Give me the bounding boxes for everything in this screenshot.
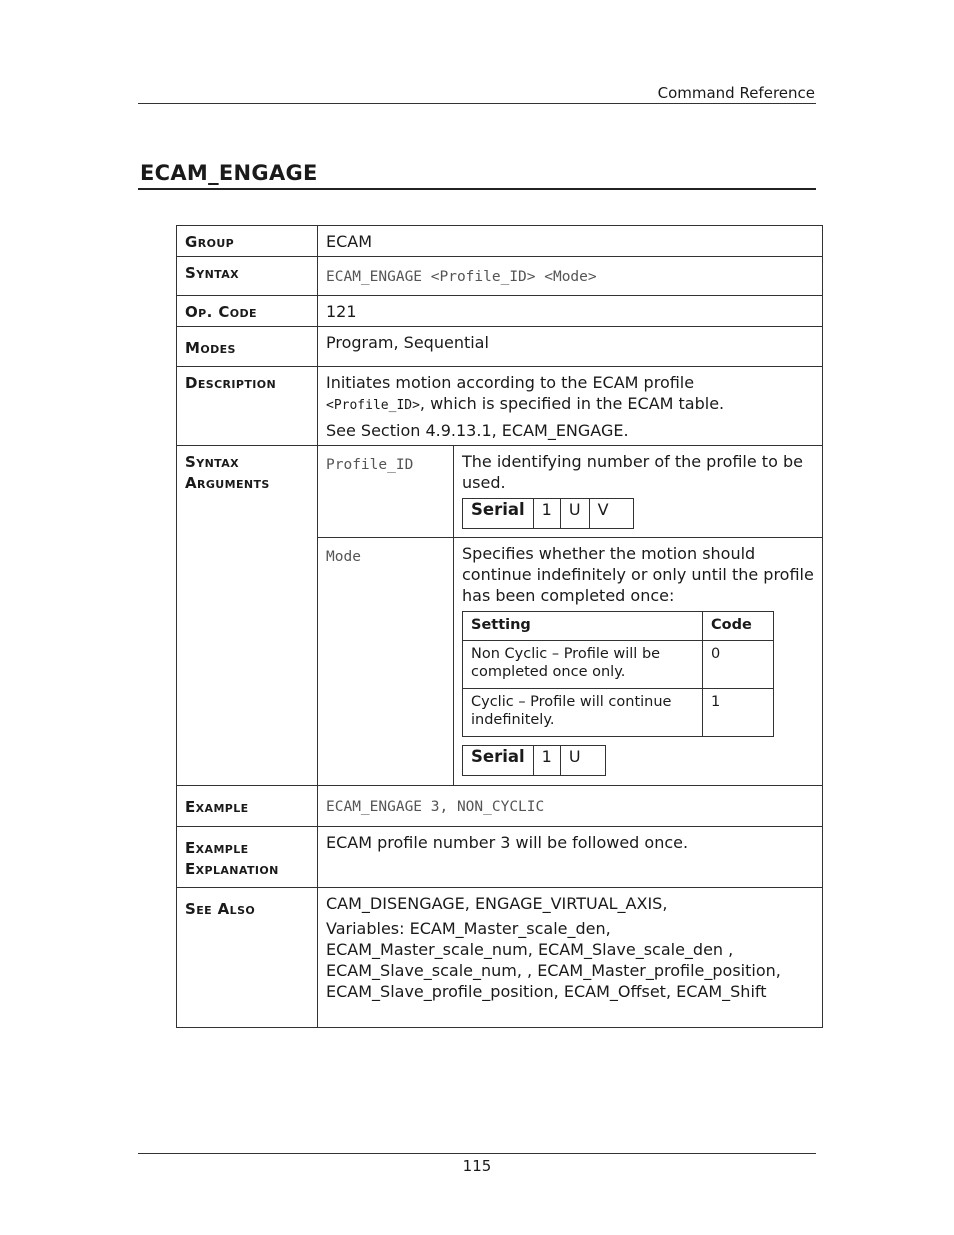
- command-table: [176, 225, 823, 1028]
- command-title: ECAM_ENGAGE: [140, 161, 318, 185]
- example-value: ECAM_ENGAGE 3, NON_CYCLIC: [326, 798, 545, 815]
- serial-cell: U: [560, 499, 589, 529]
- row-group: [177, 226, 823, 257]
- serial-table-profile-id: [462, 498, 634, 529]
- serial-cell: 1: [533, 499, 560, 529]
- modes-value: Program, Sequential: [326, 333, 489, 352]
- group-value: ECAM: [326, 232, 373, 251]
- see-also-label: See Also: [185, 899, 256, 918]
- serial-cell: V: [589, 499, 633, 529]
- argument-row-mode: [318, 538, 822, 785]
- code-header: Code: [703, 612, 774, 641]
- description-line1: Initiates motion according to the ECAM profile: [326, 373, 695, 392]
- page-number: 115: [462, 1157, 492, 1175]
- syntax-arguments-label-2: Arguments: [185, 474, 270, 492]
- setting-row: [463, 689, 774, 737]
- arg-profile-id-desc: The identifying number of the profile to be used.: [462, 452, 803, 492]
- description-code: <Profile_ID>: [326, 398, 420, 413]
- serial-label: Serial: [463, 499, 534, 529]
- example-explanation-value: ECAM profile number 3 will be followed once.: [326, 832, 689, 852]
- setting-header: Setting: [463, 612, 703, 641]
- arguments-table: [318, 446, 822, 785]
- group-label: Group: [185, 233, 235, 251]
- argument-row-profile-id: [318, 446, 822, 538]
- syntax-arguments-label-1: Syntax: [185, 453, 240, 471]
- syntax-label: Syntax: [185, 264, 240, 282]
- setting-cell: Cyclic – Profile will continue indefinitely.: [463, 689, 703, 737]
- serial-cell: 1: [533, 746, 560, 776]
- arg-profile-id-name: Profile_ID: [326, 457, 414, 473]
- modes-label: Modes: [185, 339, 236, 357]
- opcode-value: 121: [326, 302, 357, 321]
- row-opcode: [177, 296, 823, 327]
- row-syntax-arguments: [177, 446, 823, 786]
- setting-cell: Non Cyclic – Profile will be completed once only.: [463, 641, 703, 689]
- row-example-explanation: [177, 826, 823, 887]
- opcode-label: Op. Code: [185, 303, 257, 321]
- code-cell: 0: [703, 641, 774, 689]
- see-also-line1: CAM_DISENGAGE, ENGAGE_VIRTUAL_AXIS,: [326, 893, 668, 913]
- description-line2: [326, 393, 814, 416]
- setting-row: [463, 641, 774, 689]
- arg-mode-name: Mode: [326, 549, 361, 565]
- title-rule: [138, 188, 816, 190]
- running-header: Command Reference: [657, 84, 815, 102]
- example-explanation-label-2: Explanation: [185, 859, 279, 878]
- row-description: [177, 367, 823, 446]
- syntax-value: ECAM_ENGAGE <Profile_ID> <Mode>: [326, 269, 597, 285]
- serial-cell: U: [560, 746, 605, 776]
- description-label: Description: [185, 374, 277, 392]
- footer-rule: [138, 1153, 816, 1154]
- serial-label: Serial: [463, 746, 534, 776]
- row-see-also: [177, 887, 823, 1027]
- description-line3: See Section 4.9.13.1, ECAM_ENGAGE.: [326, 421, 629, 440]
- serial-table-mode: [462, 745, 606, 776]
- description-line2-text: , which is specified in the ECAM table.: [419, 394, 725, 413]
- setting-table: [462, 611, 774, 737]
- code-cell: 1: [703, 689, 774, 737]
- see-also-line2: Variables: ECAM_Master_scale_den, ECAM_Master_scale_num, ECAM_Slave_scale_den , ECAM_Slave_scale_num, , ECAM_Master_profile_position, ECAM_Slave_profile_position, ECAM_Offset, ECAM_Shift: [326, 918, 781, 1001]
- row-example: [177, 785, 823, 826]
- arg-mode-desc: Specifies whether the motion should continue indefinitely or only until the profile has been completed once:: [462, 544, 814, 605]
- example-label: Example: [185, 797, 249, 816]
- row-syntax: [177, 257, 823, 296]
- header-rule: [138, 103, 816, 104]
- example-explanation-label-1: Example: [185, 838, 249, 857]
- row-modes: [177, 327, 823, 367]
